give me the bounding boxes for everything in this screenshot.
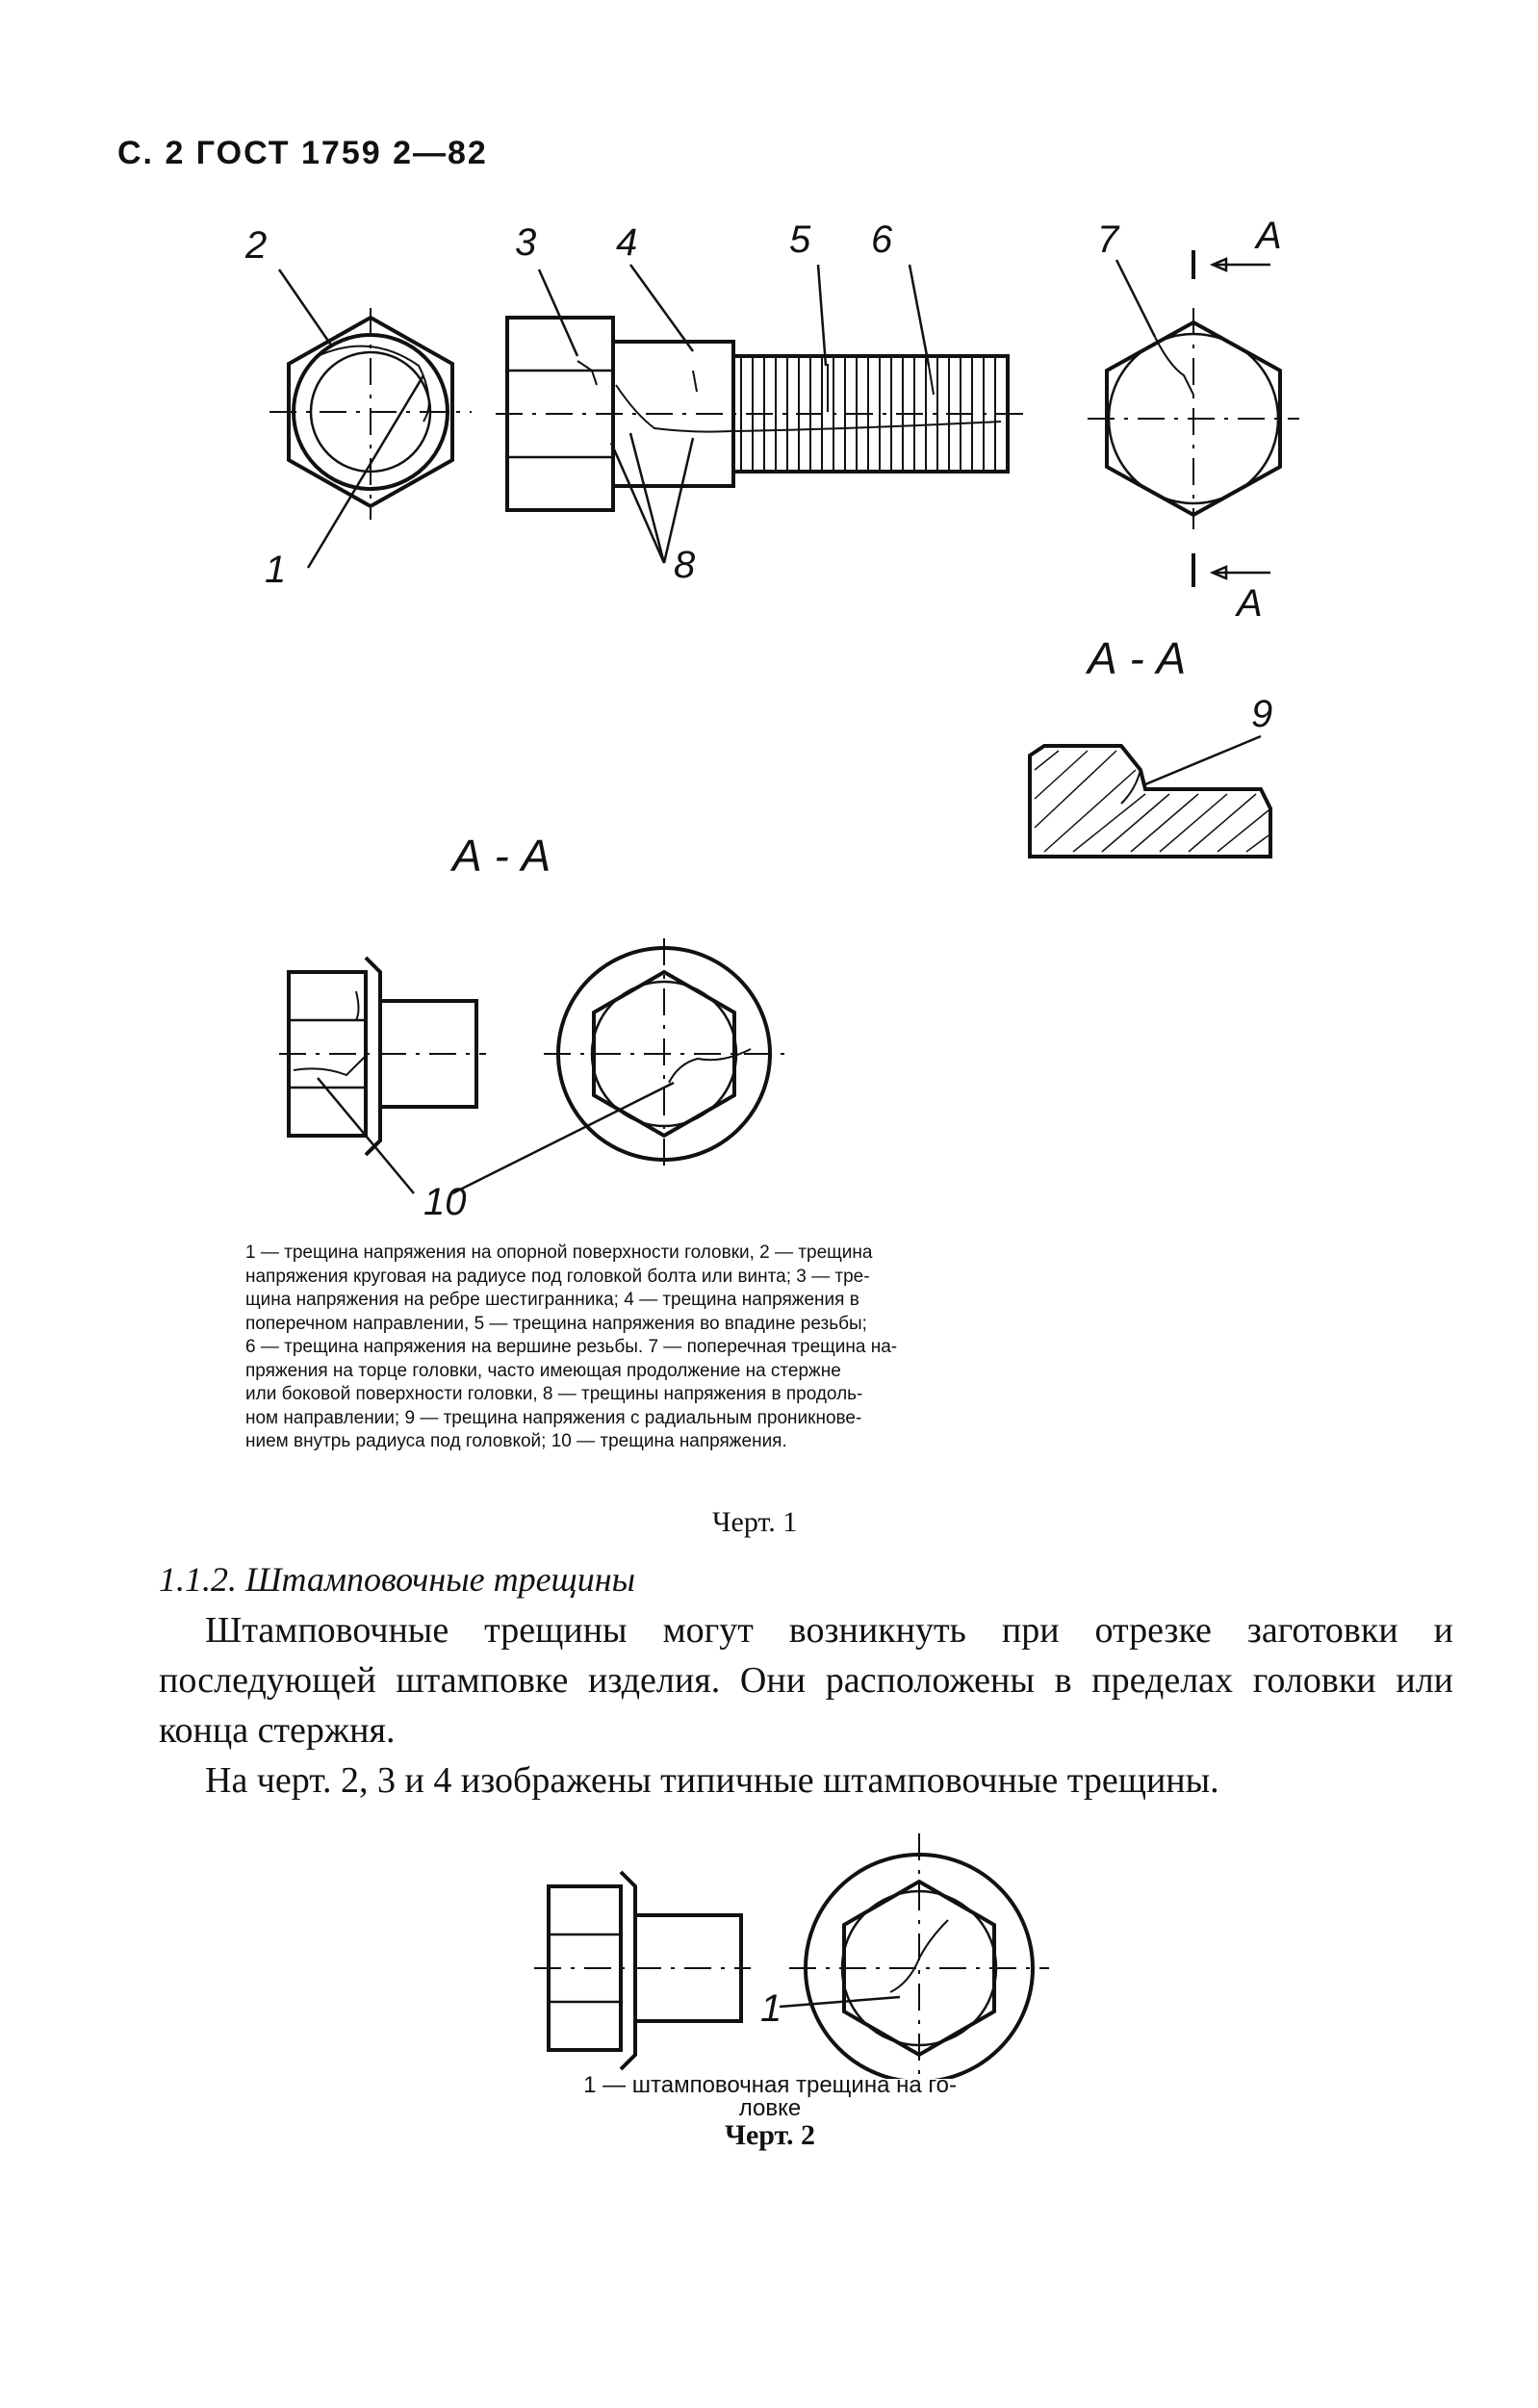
label-3: 3 [515, 221, 537, 264]
fig2-label-1: 1 [760, 1987, 782, 2030]
bolt-side-view [496, 318, 1025, 510]
legend-line: щина напряжения на ребре шестигранника; 4 — трещина напряжения в [245, 1290, 859, 1310]
figure-1-legend [245, 1242, 1333, 1454]
arrow-label-a-bottom: А [1237, 582, 1263, 625]
page-header: С. 2 ГОСТ 1759 2—82 [117, 135, 488, 171]
fig2-side-view [534, 1872, 751, 2069]
section-title: 1.1.2. Штамповочные трещины [159, 1560, 635, 1599]
figure-2-drawing [0, 1829, 1538, 2079]
legend-line: или боковой поверхности головки, 8 — трещины напряжения в продоль- [245, 1384, 863, 1404]
legend-line: поперечном направлении, 5 — трещина напряжения во впадине резьбы; [245, 1313, 867, 1334]
fig2-legend-line-1: 1 — штамповочная трещина на го- [583, 2072, 957, 2098]
arrow-label-a-top: А [1256, 215, 1282, 257]
label-6: 6 [871, 218, 893, 261]
fig2-top-view [789, 1833, 1049, 2079]
paragraph-2: На черт. 2, 3 и 4 изображены типичные штамповочные трещины. [205, 1760, 1219, 1801]
legend-line: ном направлении; 9 — трещина напряжения с радиальным проникнове- [245, 1407, 862, 1428]
label-8: 8 [674, 544, 696, 586]
section-label-aa-right: А - А [1088, 633, 1187, 683]
figure-1-caption: Черт. 1 [712, 1506, 798, 1538]
flange-bolt-side-view [279, 958, 486, 1155]
legend-line: нием внутрь радиуса под головкой; 10 — трещина напряжения. [245, 1431, 787, 1451]
figure-2-caption-block [500, 2072, 1039, 2151]
figure-2-caption: Черт. 2 [724, 2119, 816, 2151]
section-label-aa-left: А - А [452, 831, 551, 881]
label-2: 2 [245, 224, 268, 267]
paragraph-1: Штамповочные трещины могут возникнуть при отрезке заготовки и последующей штамповке изделия. Они расположены в пределах головки или конца стержня. [159, 1610, 1453, 1751]
fig2-legend-line-2: ловке [738, 2095, 802, 2121]
label-7: 7 [1097, 218, 1119, 261]
bolt-head-front-view [269, 308, 472, 520]
label-9: 9 [1251, 693, 1273, 735]
legend-line: 1 — трещина напряжения на опорной поверхности головки, 2 — трещина [245, 1242, 873, 1263]
label-4: 4 [616, 221, 638, 264]
legend-line: пряжения на торце головки, часто имеющая продолжение на стержне [245, 1360, 841, 1381]
section-body [159, 1605, 1453, 1806]
flange-bolt-top-view [544, 938, 784, 1169]
legend-line: напряжения круговая на радиусе под головкой болта или винта; 3 — тре- [245, 1266, 870, 1287]
label-5: 5 [789, 218, 811, 261]
section-detail-9 [1030, 746, 1270, 857]
legend-line: 6 — трещина напряжения на вершине резьбы. 7 — поперечная трещина на- [245, 1337, 898, 1357]
label-10: 10 [423, 1181, 467, 1223]
label-1: 1 [265, 549, 287, 591]
bolt-end-view [1088, 250, 1299, 587]
